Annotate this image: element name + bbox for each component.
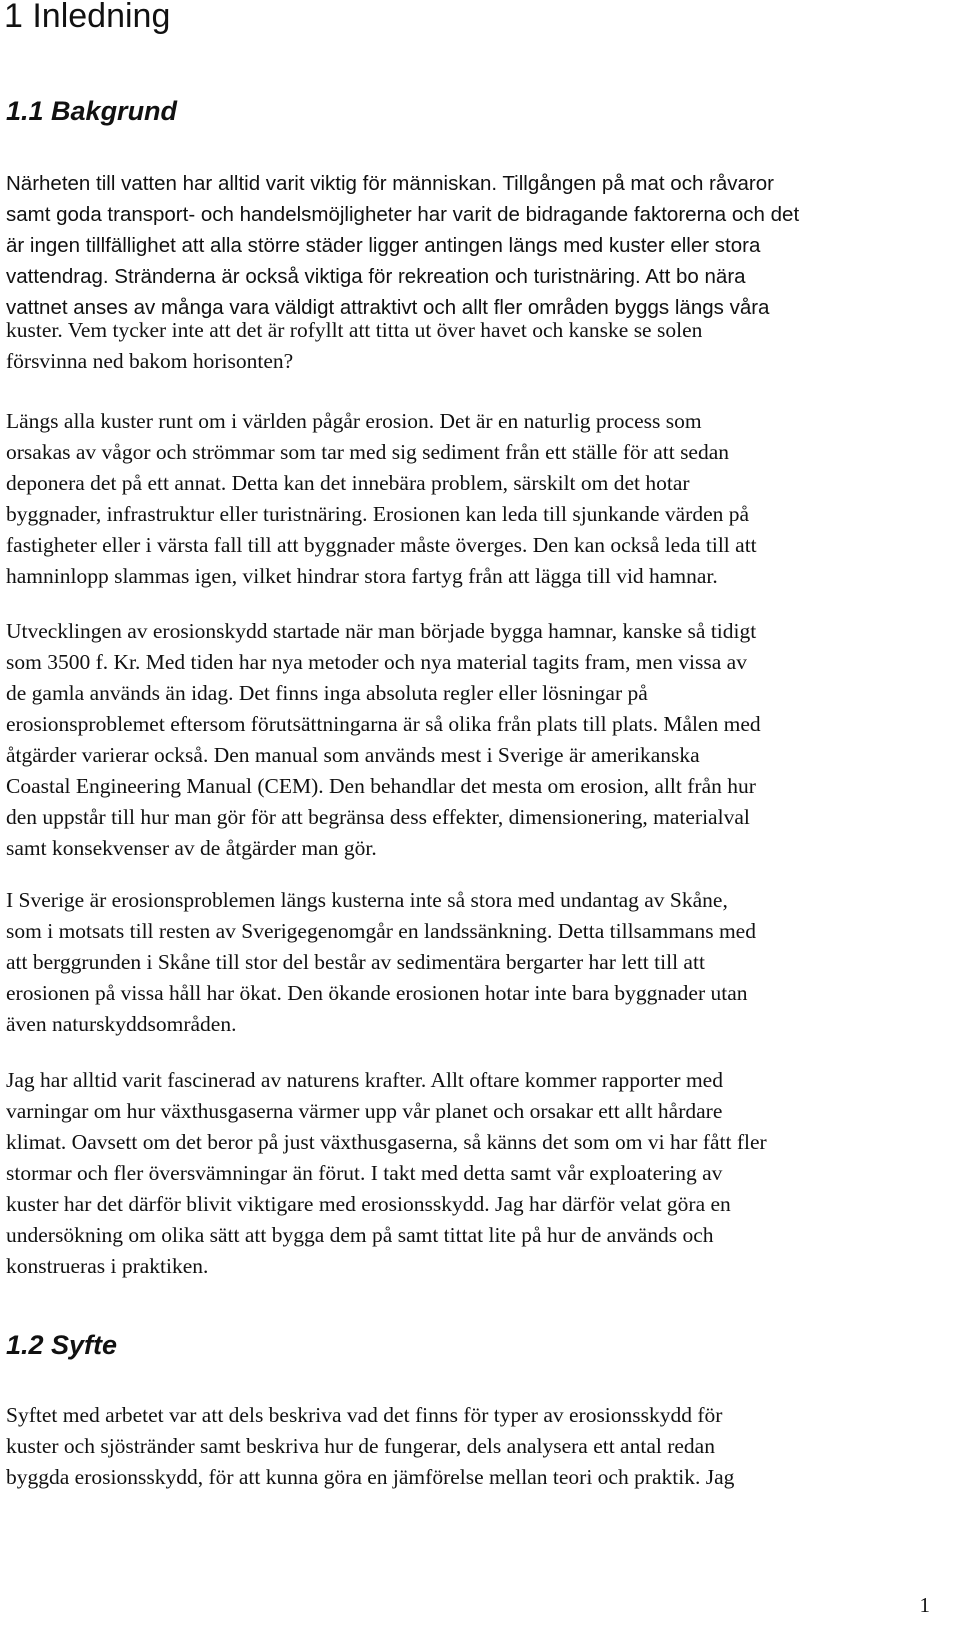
text-line: hamninlopp slammas igen, vilket hindrar stora fartyg från att lägga till vid hamnar. bbox=[6, 564, 718, 588]
chapter-heading: 1 Inledning bbox=[4, 0, 171, 35]
text-line: som i motsats till resten av Sverigegenomgår en landssänkning. Detta tillsammans med bbox=[6, 919, 756, 943]
text-line: är ingen tillfällighet att alla större städer ligger antingen längs med kuster eller stora bbox=[6, 234, 761, 257]
text-line: konstrueras i praktiken. bbox=[6, 1254, 209, 1278]
text-line: erosionsproblemet eftersom förutsättningarna är så olika från plats till plats. Målen med bbox=[6, 712, 761, 736]
paragraph-bakgrund-4 bbox=[6, 885, 954, 1040]
text-line: Syftet med arbetet var att dels beskriva vad det finns för typer av erosionsskydd för bbox=[6, 1403, 723, 1427]
text-line: kuster. Vem tycker inte att det är rofyllt att titta ut över havet och kanske se solen bbox=[6, 318, 703, 342]
text-line: de gamla används än idag. Det finns inga absoluta regler eller lösningar på bbox=[6, 681, 648, 705]
paragraph-bakgrund-3 bbox=[6, 616, 954, 864]
text-line: vattendrag. Stränderna är också viktiga för rekreation och turistnäring. Att bo nära bbox=[6, 265, 746, 288]
text-line: Närheten till vatten har alltid varit viktig för människan. Tillgången på mat och råvaror bbox=[6, 172, 774, 195]
text-line: försvinna ned bakom horisonten? bbox=[6, 349, 294, 373]
text-line: att berggrunden i Skåne till stor del består av sedimentära bergarter har lett till att bbox=[6, 950, 705, 974]
section-heading-syfte: 1.2 Syfte bbox=[6, 1330, 118, 1360]
text-line: samt goda transport- och handelsmöjligheter har varit de bidragande faktorerna och det bbox=[6, 203, 800, 226]
text-line: stormar och fler översvämningar än förut. I takt med detta samt vår exploatering av bbox=[6, 1161, 723, 1185]
text-line: den uppstår till hur man gör för att begränsa dess effekter, dimensionering, materialval bbox=[6, 805, 750, 829]
paragraph-bakgrund-5 bbox=[6, 1065, 954, 1282]
paragraph-bakgrund-1 bbox=[6, 168, 954, 323]
text-line: Utvecklingen av erosionskydd startade när man började bygga hamnar, kanske så tidigt bbox=[6, 619, 757, 643]
text-line: kuster har det därför blivit viktigare med erosionsskydd. Jag har därför velat göra en bbox=[6, 1192, 731, 1216]
text-line: orsakas av vågor och strömmar som tar med sig sediment från ett ställe för att sedan bbox=[6, 440, 730, 464]
text-line: vattnet anses av många vara väldigt attraktivt och allt fler områden byggs längs våra bbox=[6, 296, 770, 319]
text-line: erosionen på vissa håll har ökat. Den ökande erosionen hotar inte bara byggnader utan bbox=[6, 981, 748, 1005]
text-line: åtgärder varierar också. Den manual som används mest i Sverige är amerikanska bbox=[6, 743, 700, 767]
text-line: undersökning om olika sätt att bygga dem på samt tittat lite på hur de används och bbox=[6, 1223, 714, 1247]
text-line: byggnader, infrastruktur eller turistnäring. Erosionen kan leda till sjunkande värden på bbox=[6, 502, 750, 526]
text-line: även naturskyddsområden. bbox=[6, 1012, 237, 1036]
page-number: 1 bbox=[919, 1593, 930, 1617]
text-line: Coastal Engineering Manual (CEM). Den behandlar det mesta om erosion, allt från hur bbox=[6, 774, 756, 798]
text-line: byggda erosionsskydd, för att kunna göra en jämförelse mellan teori och praktik. Jag bbox=[6, 1465, 735, 1489]
paragraph-syfte-1 bbox=[6, 1400, 954, 1493]
text-line: I Sverige är erosionsproblemen längs kusterna inte så stora med undantag av Skåne, bbox=[6, 888, 728, 912]
text-line: som 3500 f. Kr. Med tiden har nya metoder och nya material tagits fram, men vissa av bbox=[6, 650, 747, 674]
text-line: kuster och sjöstränder samt beskriva hur de fungerar, dels analysera ett antal redan bbox=[6, 1434, 715, 1458]
paragraph-bakgrund-2 bbox=[6, 406, 954, 592]
text-line: samt konsekvenser av de åtgärder man gör. bbox=[6, 836, 377, 860]
text-line: deponera det på ett annat. Detta kan det innebära problem, särskilt om det hotar bbox=[6, 471, 690, 495]
paragraph-bakgrund-1-cont bbox=[6, 315, 954, 377]
text-line: Längs alla kuster runt om i världen pågår erosion. Det är en naturlig process som bbox=[6, 409, 702, 433]
text-line: fastigheter eller i värsta fall till att byggnader måste överges. Den kan också leda till att bbox=[6, 533, 757, 557]
section-heading-bakgrund: 1.1 Bakgrund bbox=[6, 96, 178, 126]
text-line: klimat. Oavsett om det beror på just växthusgaserna, så känns det som om vi har fått fler bbox=[6, 1130, 767, 1154]
text-line: varningar om hur växthusgaserna värmer upp vår planet och orsakar ett allt hårdare bbox=[6, 1099, 723, 1123]
text-line: Jag har alltid varit fascinerad av naturens krafter. Allt oftare kommer rapporter med bbox=[6, 1068, 723, 1092]
